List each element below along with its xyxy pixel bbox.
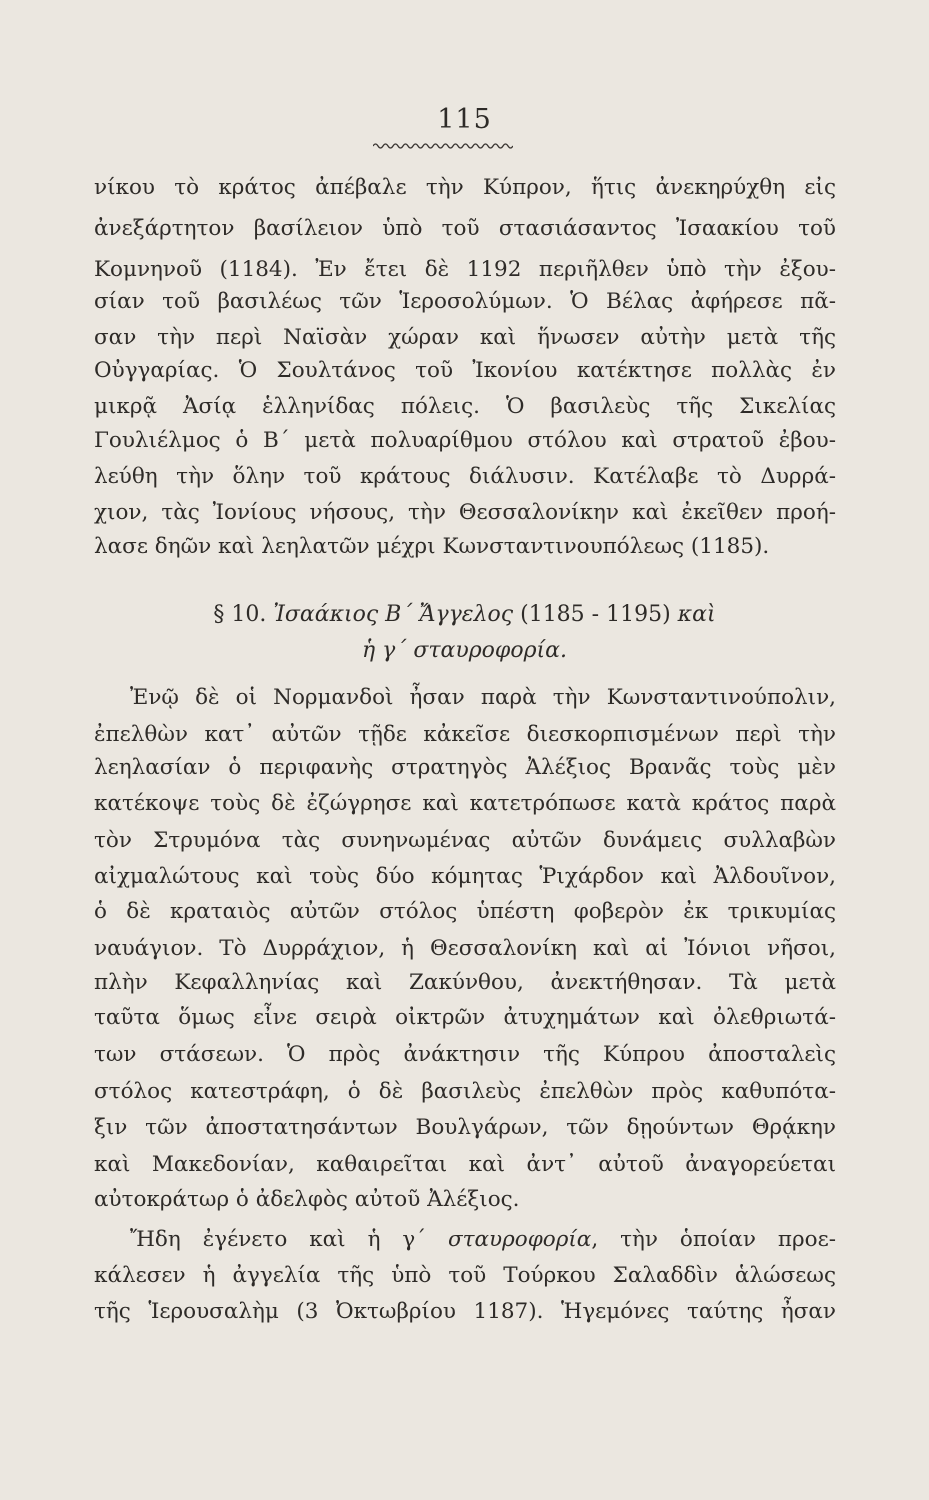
section-subtitle-text: ἡ γ΄ σταυροφορία. — [362, 638, 567, 663]
text-line: σαν τὴν περὶ Ναϊσὰν χώραν καὶ ἥνωσεν αὐτὴν μετὰ τῆς — [94, 325, 836, 350]
text-line: ἀνεξάρτητον βασίλειον ὑπὸ τοῦ στασιάσαντος Ἰσαακίου τοῦ — [94, 216, 836, 241]
text-line-with-italic — [130, 1225, 836, 1255]
text-line: Κομνηνοῦ (1184). Ἐν ἔτει δὲ 1192 περιῆλθεν ὑπὸ τὴν ἐξου- — [94, 257, 836, 282]
text-line: στόλος κατεστράφη, ὁ δὲ βασιλεὺς ἐπελθὼν πρὸς καθυπότα- — [94, 1079, 836, 1104]
text-line: τῆς Ἱερουσαλὴμ (3 Ὀκτωβρίου 1187). Ἡγεμόνες ταύτης ἦσαν — [94, 1299, 836, 1324]
text-line: αὐτοκράτωρ ὁ ἀδελφὸς αὐτοῦ Ἀλέξιος. — [94, 1187, 520, 1212]
section-title: Ἰσαάκιος Β΄ Ἄγγελος — [273, 602, 514, 627]
text-line: ξιν τῶν ἀποστατησάντων Βουλγάρων, τῶν δῃούντων Θρᾴκην — [94, 1115, 836, 1140]
text-line: μικρᾷ Ἀσίᾳ ἑλληνίδας πόλεις. Ὁ βασιλεὺς τῆς Σικελίας — [94, 394, 836, 419]
text-line: ταῦτα ὅμως εἶνε σειρὰ οἰκτρῶν ἀτυχημάτων καὶ ὀλεθριωτά- — [94, 1005, 836, 1030]
section-subtitle — [0, 636, 929, 666]
text-line: χιον, τὰς Ἰονίους νήσους, τὴν Θεσσαλονίκην καὶ ἐκεῖθεν προή- — [94, 500, 836, 525]
section-number: § 10. — [213, 602, 267, 627]
text-line: ναυάγιον. Τὸ Δυρράχιον, ἡ Θεσσαλονίκη καὶ αἱ Ἰόνιοι νῆσοι, — [94, 936, 836, 961]
text-line: τὸν Στρυμόνα τὰς συνηνωμένας αὐτῶν δυνάμεις συλλαβὼν — [94, 828, 836, 853]
italic-term: σταυροφορία — [447, 1227, 592, 1252]
text-line: κατέκοψε τοὺς δὲ ἐζώγρησε καὶ κατετρόπωσε κατὰ κράτος παρὰ — [94, 791, 836, 816]
wavy-rule-ornament — [373, 142, 513, 150]
text-line: λασε δηῶν καὶ λεηλατῶν μέχρι Κωνσταντινουπόλεως (1185). — [94, 534, 770, 559]
text-line: καὶ Μακεδονίαν, καθαιρεῖται καὶ ἀντ᾽ αὐτοῦ ἀναγορεύεται — [94, 1152, 836, 1177]
page-number: 115 — [437, 104, 492, 135]
text-line: των στάσεων. Ὁ πρὸς ἀνάκτησιν τῆς Κύπρου ἀποσταλεὶς — [94, 1042, 836, 1067]
text-line: ὁ δὲ κραταιὸς αὐτῶν στόλος ὑπέστη φοβερὸν ἐκ τρικυμίας — [94, 899, 836, 924]
section-heading — [0, 600, 929, 630]
text-line: σίαν τοῦ βασιλέως τῶν Ἱεροσολύμων. Ὁ Βέλας ἀφήρεσε πᾶ- — [94, 289, 836, 314]
text-line: λεηλασίαν ὁ περιφανὴς στρατηγὸς Ἀλέξιος Βρανᾶς τοὺς μὲν — [94, 755, 836, 780]
text-line: κάλεσεν ἡ ἀγγελία τῆς ὑπὸ τοῦ Τούρκου Σαλαδδὶν ἁλώσεως — [94, 1263, 836, 1288]
text-line: αἰχμαλώτους καὶ τοὺς δύο κόμητας Ῥιχάρδον καὶ Ἀλδουῖνον, — [94, 864, 836, 889]
section-years: (1185 - 1195) — [520, 602, 671, 627]
text-line: νίκου τὸ κράτος ἀπέβαλε τὴν Κύπρον, ἥτις ἀνεκηρύχθη εἰς — [94, 175, 836, 200]
text-line: πλὴν Κεφαλληνίας καὶ Ζακύνθου, ἀνεκτήθησαν. Τὰ μετὰ — [94, 970, 836, 995]
p3-line0-rendered: Ἤδη ἐγένετο καὶ ἡ γ΄ σταυροφορία, τὴν ὁποίαν προε- — [130, 1227, 837, 1252]
text-line: Ἐνῷ δὲ οἱ Νορμανδοὶ ἦσαν παρὰ τὴν Κωνσταντινούπολιν, — [130, 685, 836, 710]
text-line: Γουλιέλμος ὁ Β΄ μετὰ πολυαρίθμου στόλου καὶ στρατοῦ ἐβου- — [94, 428, 836, 453]
section-conjunction: καὶ — [677, 602, 716, 627]
text-line: ἐπελθὼν κατ᾽ αὐτῶν τῇδε κἀκεῖσε διεσκορπισμένων περὶ τὴν — [94, 722, 836, 747]
text-line: λεύθη τὴν ὅλην τοῦ κράτους διάλυσιν. Κατέλαβε τὸ Δυρρά- — [94, 464, 836, 489]
text-line: Οὐγγαρίας. Ὁ Σουλτάνος τοῦ Ἰκονίου κατέκτησε πολλὰς ἐν — [94, 358, 836, 383]
